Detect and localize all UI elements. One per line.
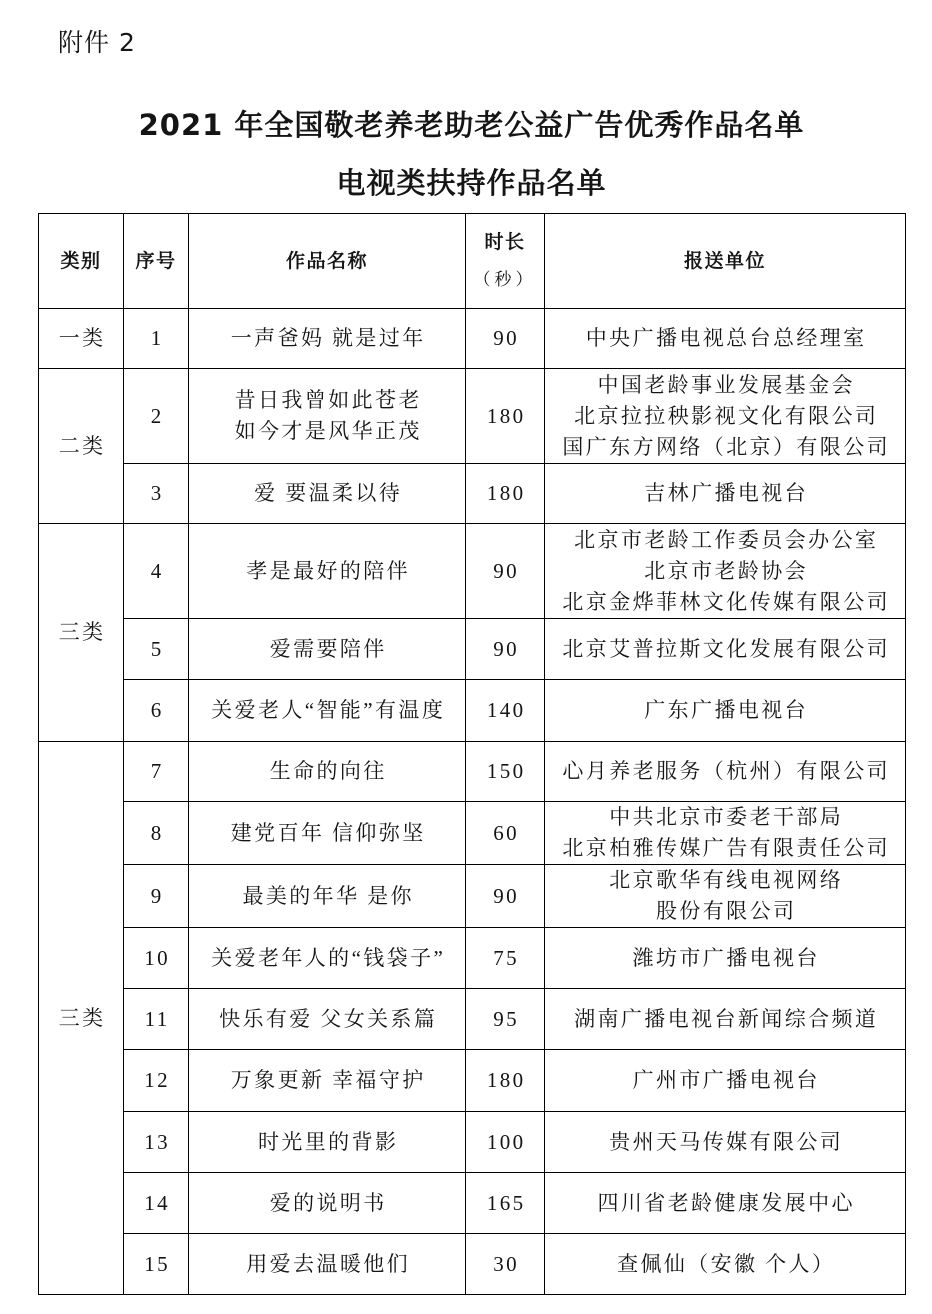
header-index-label: 序号 [135, 250, 177, 272]
duration-cell-text: 95 [493, 1006, 520, 1031]
category-cell-text: 二类 [58, 433, 106, 458]
category-cell-text: 一类 [58, 326, 106, 350]
title-cell [189, 1173, 466, 1234]
title-cell [189, 928, 466, 989]
index-cell [124, 464, 189, 524]
unit-cell-text: 股份有限公司 [655, 899, 797, 923]
unit-cell [545, 369, 906, 464]
duration-cell-text: 30 [493, 1251, 520, 1276]
table-row [39, 989, 906, 1050]
unit-cell-text: 中央广播电视总台总经理室 [585, 326, 867, 350]
duration-cell [466, 680, 545, 742]
document-subtitle: 电视类扶持作品名单 [336, 166, 607, 200]
table-row [39, 524, 906, 619]
title-cell [189, 1050, 466, 1112]
table-row [39, 802, 906, 865]
title-cell-text: 快乐有爱 父女关系篇 [219, 1006, 438, 1031]
index-cell [124, 742, 189, 802]
title-cell-text: 万象更新 幸福守护 [230, 1068, 426, 1092]
index-cell-text: 5 [150, 636, 164, 661]
header-title-label: 作品名称 [285, 250, 368, 272]
title-cell [189, 989, 466, 1050]
unit-cell-text: 四川省老龄健康发展中心 [597, 1190, 855, 1215]
title-cell [189, 742, 466, 802]
header-category-label: 类别 [60, 250, 102, 272]
title-cell-text: 昔日我曾如此苍老 [234, 388, 422, 412]
duration-cell [466, 369, 545, 464]
duration-cell-text: 140 [486, 698, 526, 722]
unit-cell [545, 802, 906, 865]
index-cell [124, 865, 189, 928]
title-cell-text: 爱需要陪伴 [269, 636, 387, 661]
unit-cell-text: 贵州天马传媒有限公司 [609, 1129, 844, 1154]
duration-cell [466, 742, 545, 802]
duration-cell-text: 150 [486, 759, 526, 783]
title-cell-text: 关爱老年人的“钱袋子” [211, 945, 446, 970]
title-cell-text: 爱 要温柔以待 [254, 481, 403, 505]
header-category [39, 214, 124, 309]
unit-cell-text: 广东广播电视台 [644, 698, 809, 722]
unit-cell-text: 北京市老龄工作委员会办公室 [574, 527, 879, 552]
duration-cell [466, 1234, 545, 1295]
duration-cell [466, 865, 545, 928]
index-cell [124, 802, 189, 865]
index-cell [124, 1173, 189, 1234]
title-cell [189, 619, 466, 680]
unit-cell [545, 1173, 906, 1234]
title-cell-text: 孝是最好的陪伴 [246, 558, 411, 583]
index-cell-text: 13 [144, 1129, 171, 1154]
title-cell-text: 生命的向往 [269, 759, 387, 783]
duration-cell [466, 1112, 545, 1173]
index-cell [124, 309, 189, 369]
unit-cell-text: 查佩仙（安徽 个人） [617, 1251, 836, 1276]
table-header-row [39, 214, 906, 309]
unit-cell-text: 北京柏雅传媒广告有限责任公司 [562, 836, 890, 860]
unit-cell [545, 1234, 906, 1295]
index-cell-text: 10 [144, 945, 171, 970]
table-row [39, 309, 906, 369]
unit-cell-text: 中共北京市委老干部局 [609, 805, 844, 829]
index-cell [124, 619, 189, 680]
table-body [39, 309, 906, 1295]
duration-cell-text: 90 [493, 326, 520, 350]
table-row [39, 369, 906, 464]
index-cell [124, 524, 189, 619]
title-cell-text: 用爱去温暖他们 [246, 1251, 411, 1276]
unit-cell-text: 北京艾普拉斯文化发展有限公司 [562, 636, 890, 661]
title-cell-text: 如今才是风华正茂 [234, 419, 422, 443]
duration-cell-text: 90 [493, 558, 520, 583]
unit-cell-text: 中国老龄事业发展基金会 [597, 372, 855, 397]
unit-cell [545, 1050, 906, 1112]
table-row [39, 928, 906, 989]
table-row [39, 865, 906, 928]
attachment-label: 附件 2 [58, 28, 136, 57]
index-cell-text: 8 [150, 820, 164, 845]
category-cell [39, 369, 124, 524]
index-cell [124, 928, 189, 989]
duration-cell-text: 180 [486, 403, 526, 428]
unit-cell-text: 国广东方网络（北京）有限公司 [562, 434, 890, 459]
table-row [39, 680, 906, 742]
index-cell [124, 989, 189, 1050]
title-cell [189, 1234, 466, 1295]
index-cell-text: 1 [150, 326, 164, 350]
duration-cell [466, 309, 545, 369]
unit-cell-text: 北京市老龄协会 [644, 558, 809, 583]
table-row [39, 1050, 906, 1112]
duration-cell-text: 180 [486, 1068, 526, 1092]
title-cell-text: 时光里的背影 [257, 1129, 399, 1154]
unit-cell [545, 928, 906, 989]
unit-cell-text: 广州市广播电视台 [632, 1068, 820, 1092]
index-cell [124, 680, 189, 742]
index-cell-text: 6 [150, 698, 164, 722]
title-cell [189, 309, 466, 369]
unit-cell [545, 865, 906, 928]
index-cell-text: 11 [144, 1006, 170, 1031]
title-cell [189, 464, 466, 524]
title-cell [189, 1112, 466, 1173]
unit-cell-text: 心月养老服务（杭州）有限公司 [562, 759, 890, 783]
index-cell [124, 1050, 189, 1112]
duration-cell [466, 1050, 545, 1112]
title-cell-text: 爱的说明书 [269, 1190, 387, 1215]
award-table [38, 213, 906, 1295]
index-cell [124, 1234, 189, 1295]
unit-cell-text: 潍坊市广播电视台 [632, 945, 820, 970]
category-cell [39, 309, 124, 369]
title-cell-text: 一声爸妈 就是过年 [230, 326, 426, 350]
index-cell-text: 7 [150, 759, 164, 783]
unit-cell [545, 309, 906, 369]
duration-cell-text: 90 [493, 883, 520, 908]
unit-cell [545, 464, 906, 524]
unit-cell [545, 1112, 906, 1173]
header-title [189, 214, 466, 309]
unit-cell [545, 619, 906, 680]
title-cell [189, 524, 466, 619]
duration-cell [466, 802, 545, 865]
unit-cell [545, 742, 906, 802]
index-cell-text: 9 [150, 883, 164, 908]
unit-cell-text: 北京金烨菲林文化传媒有限公司 [562, 589, 890, 614]
header-duration-unit: （秒） [473, 270, 537, 289]
index-cell-text: 3 [150, 481, 164, 505]
unit-cell-text: 北京歌华有线电视网络 [609, 868, 844, 892]
index-cell-text: 15 [144, 1251, 171, 1276]
category-cell [39, 742, 124, 1295]
duration-cell-text: 180 [486, 481, 526, 505]
unit-cell-text: 北京拉拉秧影视文化有限公司 [574, 403, 879, 428]
title-cell-text: 关爱老人“智能”有温度 [211, 698, 446, 722]
header-duration [466, 214, 545, 309]
duration-cell [466, 464, 545, 524]
table-row [39, 1173, 906, 1234]
document-title: 2021 年全国敬老养老助老公益广告优秀作品名单 [138, 108, 805, 142]
table-row [39, 1234, 906, 1295]
duration-cell [466, 619, 545, 680]
category-cell-text: 三类 [58, 620, 106, 644]
index-cell-text: 4 [150, 558, 164, 583]
duration-cell-text: 100 [486, 1129, 526, 1154]
table-row [39, 464, 906, 524]
index-cell-text: 12 [144, 1068, 171, 1092]
table-row [39, 742, 906, 802]
category-cell-text: 三类 [58, 1005, 106, 1030]
duration-cell-text: 60 [493, 820, 520, 845]
index-cell-text: 14 [144, 1190, 171, 1215]
unit-cell [545, 989, 906, 1050]
title-cell-text: 最美的年华 是你 [242, 883, 414, 908]
header-unit [545, 214, 906, 309]
index-cell [124, 369, 189, 464]
unit-cell [545, 524, 906, 619]
header-index [124, 214, 189, 309]
table-row [39, 619, 906, 680]
duration-cell-text: 165 [486, 1190, 526, 1215]
index-cell [124, 1112, 189, 1173]
duration-cell [466, 928, 545, 989]
unit-cell [545, 680, 906, 742]
unit-cell-text: 湖南广播电视台新闻综合频道 [574, 1006, 879, 1031]
duration-cell-text: 90 [493, 636, 520, 661]
title-cell [189, 865, 466, 928]
header-duration-label: 时长 [484, 231, 526, 253]
table-row [39, 1112, 906, 1173]
title-cell [189, 802, 466, 865]
index-cell-text: 2 [150, 403, 164, 428]
duration-cell [466, 524, 545, 619]
category-cell [39, 524, 124, 742]
duration-cell [466, 989, 545, 1050]
title-cell-text: 建党百年 信仰弥坚 [230, 820, 426, 845]
duration-cell-text: 75 [493, 945, 520, 970]
header-unit-label: 报送单位 [683, 250, 766, 272]
title-cell [189, 680, 466, 742]
duration-cell [466, 1173, 545, 1234]
unit-cell-text: 吉林广播电视台 [644, 481, 809, 505]
title-cell [189, 369, 466, 464]
